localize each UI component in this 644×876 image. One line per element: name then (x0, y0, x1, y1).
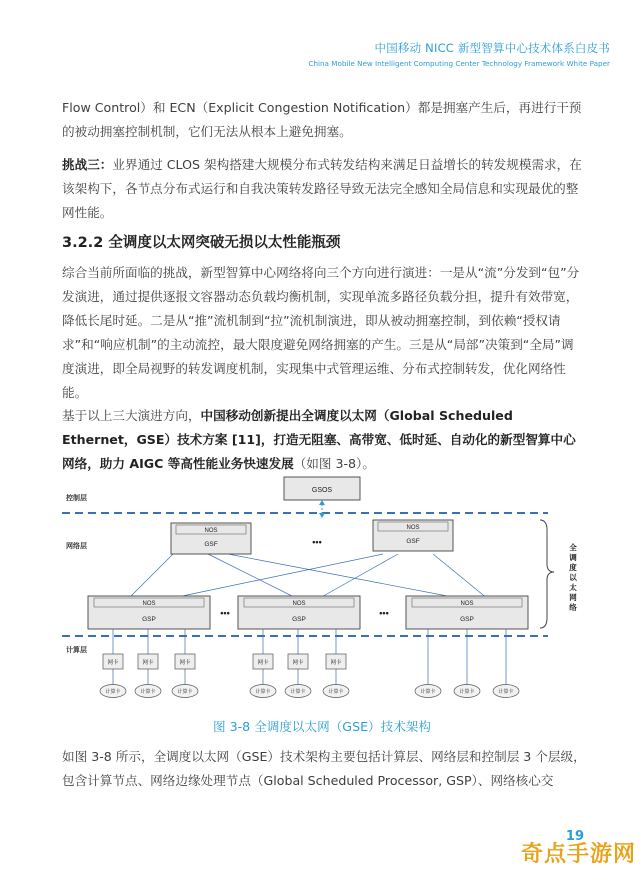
compute-card-7-label: 计算卡 (420, 689, 436, 695)
nic-4-label: 网卡 (257, 660, 269, 666)
challenge-label: 挑战三： (62, 157, 113, 172)
fabric-links (128, 554, 488, 599)
challenge-text: 业界通过 CLOS 架构搭建大规模分布式转发结构来满足日益增长的转发规模需求，在该架构下，各节点分布式运行和自我决策转发路径导致无法完全感知全局信息和实现最优的整网性能。 (62, 157, 582, 220)
side-label-char: 网 (569, 593, 577, 602)
gsf-ellipsis: ••• (312, 537, 322, 547)
header-title-zh: 中国移动 NICC 新型智算中心技术体系白皮书 (374, 41, 610, 55)
page-number: 19 (565, 829, 584, 844)
paragraph-gse-proposal (62, 404, 586, 476)
layer-label-compute: 计算层 (66, 647, 87, 654)
gsp-ellipsis-2: ••• (379, 608, 389, 618)
compute-card-9-label: 计算卡 (498, 689, 514, 695)
gsp-3 (406, 596, 528, 629)
nic-6-label: 网卡 (330, 660, 342, 666)
paragraph-evolution: 综合当前所面临的挑战，新型智算中心网络将向三个方向进行演进：一是从“流”分发到“包”分发演进，通过提供逐报文容器动态负载均衡机制，实现单流多路径负载分担，提升有效带宽，降低长尾时延。二是从“推”流机制到“拉”流机制演进，即从被动拥塞控制，到依赖“授权请求”和“响应机制”的主动流控，最大限度避免网络拥塞的产生。三是从“局部”决策到“全局”调度演进，即全局视野的转发调度机制，实现集中式管理运维、分布式控制转发，优化网络性能。 (62, 265, 580, 400)
nic-3-label: 网卡 (179, 660, 191, 666)
fabric-link (433, 554, 488, 599)
layer-label-network: 网络层 (66, 543, 87, 550)
gsf-left-nos: NOS (204, 528, 218, 534)
gsp-1-label: GSP (142, 616, 156, 623)
gse-post: （如图 3-8）。 (293, 456, 375, 471)
gsf-right-nos: NOS (406, 525, 420, 531)
fabric-link (208, 554, 298, 599)
gsp-2-label: GSP (292, 616, 306, 623)
side-label-char: 度 (569, 563, 577, 572)
fabric-link (228, 554, 463, 599)
compute-card-8-label: 计算卡 (459, 689, 475, 695)
gsos-arrow-up (319, 500, 325, 505)
gsp-2 (238, 596, 360, 629)
paragraph-architecture: 如图 3-8 所示，全调度以太网（GSE）技术架构主要包括计算层、网络层和控制层 3 个层级，包含计算节点、网络边缘处理节点（Global Scheduled Processor, GSP）、网络核心交 (62, 749, 586, 788)
site-watermark: 奇点手游网 (520, 842, 636, 867)
gse-pre: 基于以上三大演进方向， (62, 408, 201, 423)
compute-card-1-label: 计算卡 (105, 689, 121, 695)
nic-5-label: 网卡 (292, 660, 304, 666)
side-brace (540, 520, 554, 628)
side-label-char: 络 (569, 603, 577, 612)
side-label (568, 542, 577, 612)
nic-2-label: 网卡 (142, 660, 154, 666)
gsp-3-nos: NOS (460, 601, 474, 607)
layer-label-control: 控制层 (66, 495, 87, 502)
gse-architecture-figure (58, 472, 598, 712)
nic-1-label: 网卡 (107, 660, 119, 666)
compute-card-5-label: 计算卡 (290, 689, 306, 695)
gsf-right-label: GSF (406, 538, 420, 545)
side-label-char: 全 (569, 543, 577, 552)
gsp-1-nos: NOS (142, 601, 156, 607)
gse-bold: 中国移动创新提出全调度以太网（Global Scheduled Ethernet，GSE）技术方案 [11]，打造无阻塞、高带宽、低时延、自动化的新型智算中心网络，助力 AIGC 等高性能业务快速发展 (62, 408, 576, 471)
gsp-2-nos: NOS (292, 601, 306, 607)
compute-card-4-label: 计算卡 (255, 689, 271, 695)
gsf-left-label: GSF (204, 541, 218, 548)
gsos-label: GSOS (311, 487, 333, 494)
page-header (308, 40, 610, 68)
fabric-link (168, 554, 383, 599)
fabric-link (128, 554, 173, 599)
side-label-char: 太 (569, 583, 577, 592)
compute-card-6-label: 计算卡 (328, 689, 344, 695)
fabric-link (318, 554, 398, 599)
section-title: 3.2.2 全调度以太网突破无损以太性能瓶颈 (62, 235, 341, 251)
side-label-char: 以 (569, 573, 577, 582)
compute-card-2-label: 计算卡 (140, 689, 156, 695)
gsp-ellipsis-1: ••• (220, 608, 230, 618)
paragraph-challenge-three (62, 153, 586, 225)
compute-card-3-label: 计算卡 (177, 689, 193, 695)
side-label-char: 调 (569, 553, 577, 562)
header-title-en: China Mobile New Intelligent Computing Center Technology Framework White Paper (308, 59, 610, 68)
gsp-3-label: GSP (460, 616, 474, 623)
access-links (113, 629, 506, 687)
paragraph-flow-control: Flow Control）和 ECN（Explicit Congestion Notification）都是拥塞产生后，再进行干预的被动拥塞控制机制，它们无法从根本上避免拥塞。 (62, 100, 582, 139)
figure-caption: 图 3-8 全调度以太网（GSE）技术架构 (212, 719, 431, 734)
gsp-1 (88, 596, 210, 629)
gsos-arrow-down (319, 513, 325, 518)
